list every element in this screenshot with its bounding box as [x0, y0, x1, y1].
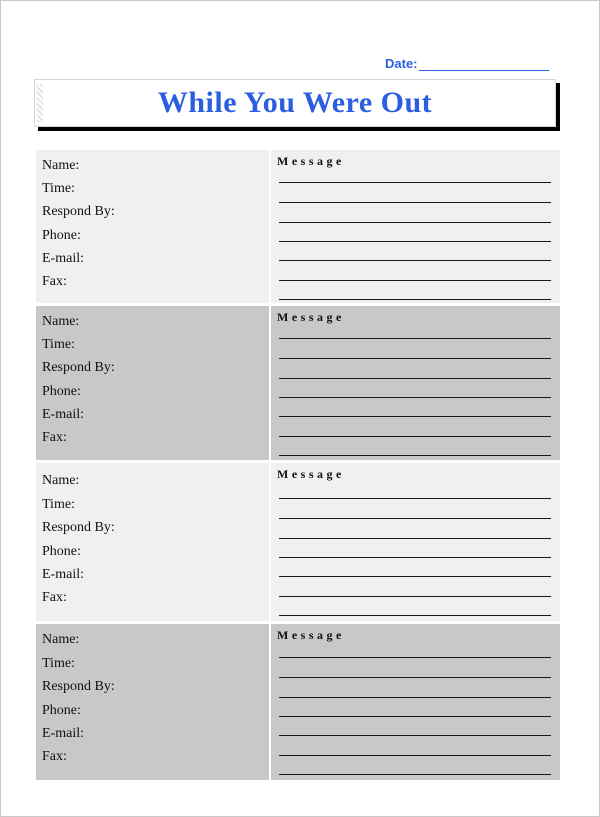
message-line[interactable]: [279, 697, 551, 698]
message-panel: [271, 463, 560, 621]
contact-panel: [36, 306, 269, 460]
email-label: E-mail:: [42, 251, 84, 266]
phone-label: Phone:: [42, 228, 81, 243]
message-line[interactable]: [279, 576, 551, 577]
fax-label: Fax:: [42, 274, 67, 289]
message-panel: [271, 306, 560, 460]
message-line[interactable]: [279, 657, 551, 658]
name-label: Name:: [42, 314, 80, 329]
message-line[interactable]: [279, 436, 551, 437]
message-line[interactable]: [279, 557, 551, 558]
message-line[interactable]: [279, 260, 551, 261]
phone-label: Phone:: [42, 384, 81, 399]
message-line[interactable]: [279, 202, 551, 203]
date-field: [385, 56, 549, 71]
message-panel: [271, 624, 560, 780]
contact-panel: [36, 463, 269, 621]
message-label: Message: [277, 628, 345, 642]
date-label: Date:: [385, 56, 418, 71]
message-line[interactable]: [279, 182, 551, 183]
fax-label: Fax:: [42, 590, 67, 605]
fax-label: Fax:: [42, 430, 67, 445]
message-line[interactable]: [279, 716, 551, 717]
phone-label: Phone:: [42, 544, 81, 559]
message-line[interactable]: [279, 538, 551, 539]
message-line[interactable]: [279, 299, 551, 300]
time-label: Time:: [42, 497, 75, 512]
message-label: Message: [277, 467, 345, 481]
respond-by-label: Respond By:: [42, 679, 115, 694]
contact-panel: [36, 150, 269, 303]
phone-label: Phone:: [42, 703, 81, 718]
message-line[interactable]: [279, 735, 551, 736]
message-label: Message: [277, 310, 345, 324]
respond-by-label: Respond By:: [42, 360, 115, 375]
message-line[interactable]: [279, 416, 551, 417]
message-line[interactable]: [279, 338, 551, 339]
message-line[interactable]: [279, 677, 551, 678]
message-panel: [271, 150, 560, 303]
time-label: Time:: [42, 656, 75, 671]
email-label: E-mail:: [42, 567, 84, 582]
name-label: Name:: [42, 632, 80, 647]
time-label: Time:: [42, 181, 75, 196]
title-banner: [34, 79, 556, 127]
time-label: Time:: [42, 337, 75, 352]
email-label: E-mail:: [42, 407, 84, 422]
message-line[interactable]: [279, 280, 551, 281]
respond-by-label: Respond By:: [42, 204, 115, 219]
respond-by-label: Respond By:: [42, 520, 115, 535]
fax-label: Fax:: [42, 749, 67, 764]
message-label: Message: [277, 154, 345, 168]
page-title: While You Were Out: [157, 86, 433, 119]
message-entry: [36, 150, 560, 303]
message-entry: [36, 463, 560, 621]
message-entry: [36, 624, 560, 780]
message-line[interactable]: [279, 518, 551, 519]
message-line[interactable]: [279, 397, 551, 398]
email-label: E-mail:: [42, 726, 84, 741]
message-line[interactable]: [279, 222, 551, 223]
message-line[interactable]: [279, 241, 551, 242]
message-line[interactable]: [279, 498, 551, 499]
message-line[interactable]: [279, 615, 551, 616]
date-blank-line[interactable]: [419, 57, 549, 71]
name-label: Name:: [42, 473, 80, 488]
message-line[interactable]: [279, 358, 551, 359]
name-label: Name:: [42, 158, 80, 173]
message-line[interactable]: [279, 378, 551, 379]
message-entry: [36, 306, 560, 460]
message-line[interactable]: [279, 774, 551, 775]
message-line[interactable]: [279, 455, 551, 456]
contact-panel: [36, 624, 269, 780]
message-line[interactable]: [279, 755, 551, 756]
message-line[interactable]: [279, 596, 551, 597]
